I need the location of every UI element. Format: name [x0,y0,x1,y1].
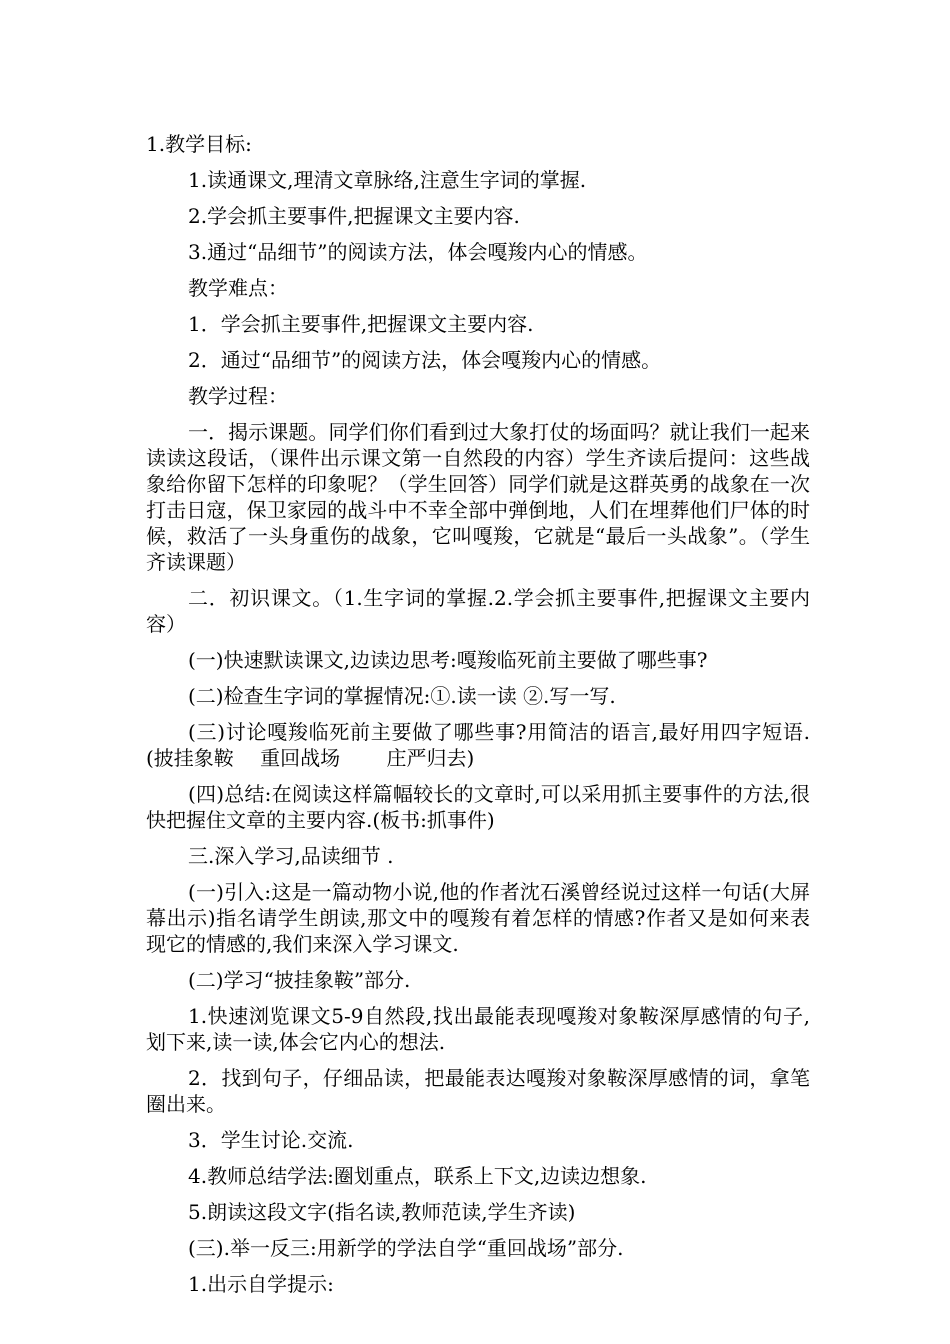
process-sub-item: (一)引入:这是一篇动物小说,他的作者沈石溪曾经说过这样一句话(大屏幕出示)指名请学生朗读,那文中的嘎羧有着怎样的情感?作者又是如何来表现它的情感的,我们来深入学习课文. [146,880,810,956]
section-heading-teaching-goals: 1.教学目标: [146,132,252,156]
goal-item-1: 1.读通课文,理清文章脉络,注意生字词的掌握. [188,168,587,192]
process-list-item: 1.快速浏览课文5-9自然段,找出最能表现嘎羧对象鞍深厚感情的句子,划下来,读一读,体会它内心的想法. [146,1004,810,1054]
process-sub-item: (四)总结:在阅读这样篇幅较长的文章时,可以采用抓主要事件的方法,很快把握住文章的主要内容.(板书:抓事件) [146,782,810,832]
process-sub-item: (二)学习“披挂象鞍”部分. [188,968,411,992]
section-heading-process: 教学过程： [188,384,288,408]
document-page [146,131,810,1307]
process-step-1-intro: 一．揭示课题。同学们你们看到过大象打仗的场面吗？就让我们一起来读读这段话，（课件出示课文第一自然段的内容）学生齐读后提问：这些战象给你留下怎样的印象呢？（学生回答）同学们就是这群英勇的战象在一次打击日寇，保卫家园的战斗中不幸全部中弹倒地，人们在埋葬他们尸体的时候，救活了一头身重伤的战象，它叫嘎羧，它就是“最后一头战象”。（学生齐读课题） [146,420,810,574]
section-heading-difficulties: 教学难点： [188,276,288,300]
process-sub-item: (三)讨论嘎羧临死前主要做了哪些事?用简洁的语言,最好用四字短语.(披挂象鞍 重回战场 庄严归去) [146,720,810,770]
process-list-item: 4.教师总结学法:圈划重点，联系上下文,边读边想象. [188,1164,647,1188]
goal-item-2: 2.学会抓主要事件,把握课文主要内容. [188,204,520,228]
process-list-item: 5.朗读这段文字(指名读,教师范读,学生齐读) [188,1200,576,1224]
process-sub-item: (三).举一反三:用新学的学法自学“重回战场”部分. [188,1236,624,1260]
process-list-item: 1.出示自学提示: [188,1272,334,1296]
difficulty-item-1: 1．学会抓主要事件,把握课文主要内容. [188,312,534,336]
process-list-item: 3．学生讨论.交流. [188,1128,354,1152]
process-list-item: 2．找到句子，仔细品读，把最能表达嘎羧对象鞍深厚感情的词，拿笔圈出来。 [146,1066,810,1116]
difficulty-item-2: 2．通过“品细节”的阅读方法，体会嘎羧内心的情感。 [188,348,662,372]
process-step-2-first-read: 二．初识课文。（1.生字词的掌握.2.学会抓主要事件,把握课文主要内容） [146,586,810,636]
process-sub-item: (二)检查生字词的掌握情况:①.读一读 ②.写一写. [188,684,616,708]
process-step-3-deep-study: 三.深入学习,品读细节 . [188,844,394,868]
goal-item-3: 3.通过“品细节”的阅读方法，体会嘎羧内心的情感。 [188,240,648,264]
process-sub-item: (一)快速默读课文,边读边思考:嘎羧临死前主要做了哪些事? [188,648,708,672]
